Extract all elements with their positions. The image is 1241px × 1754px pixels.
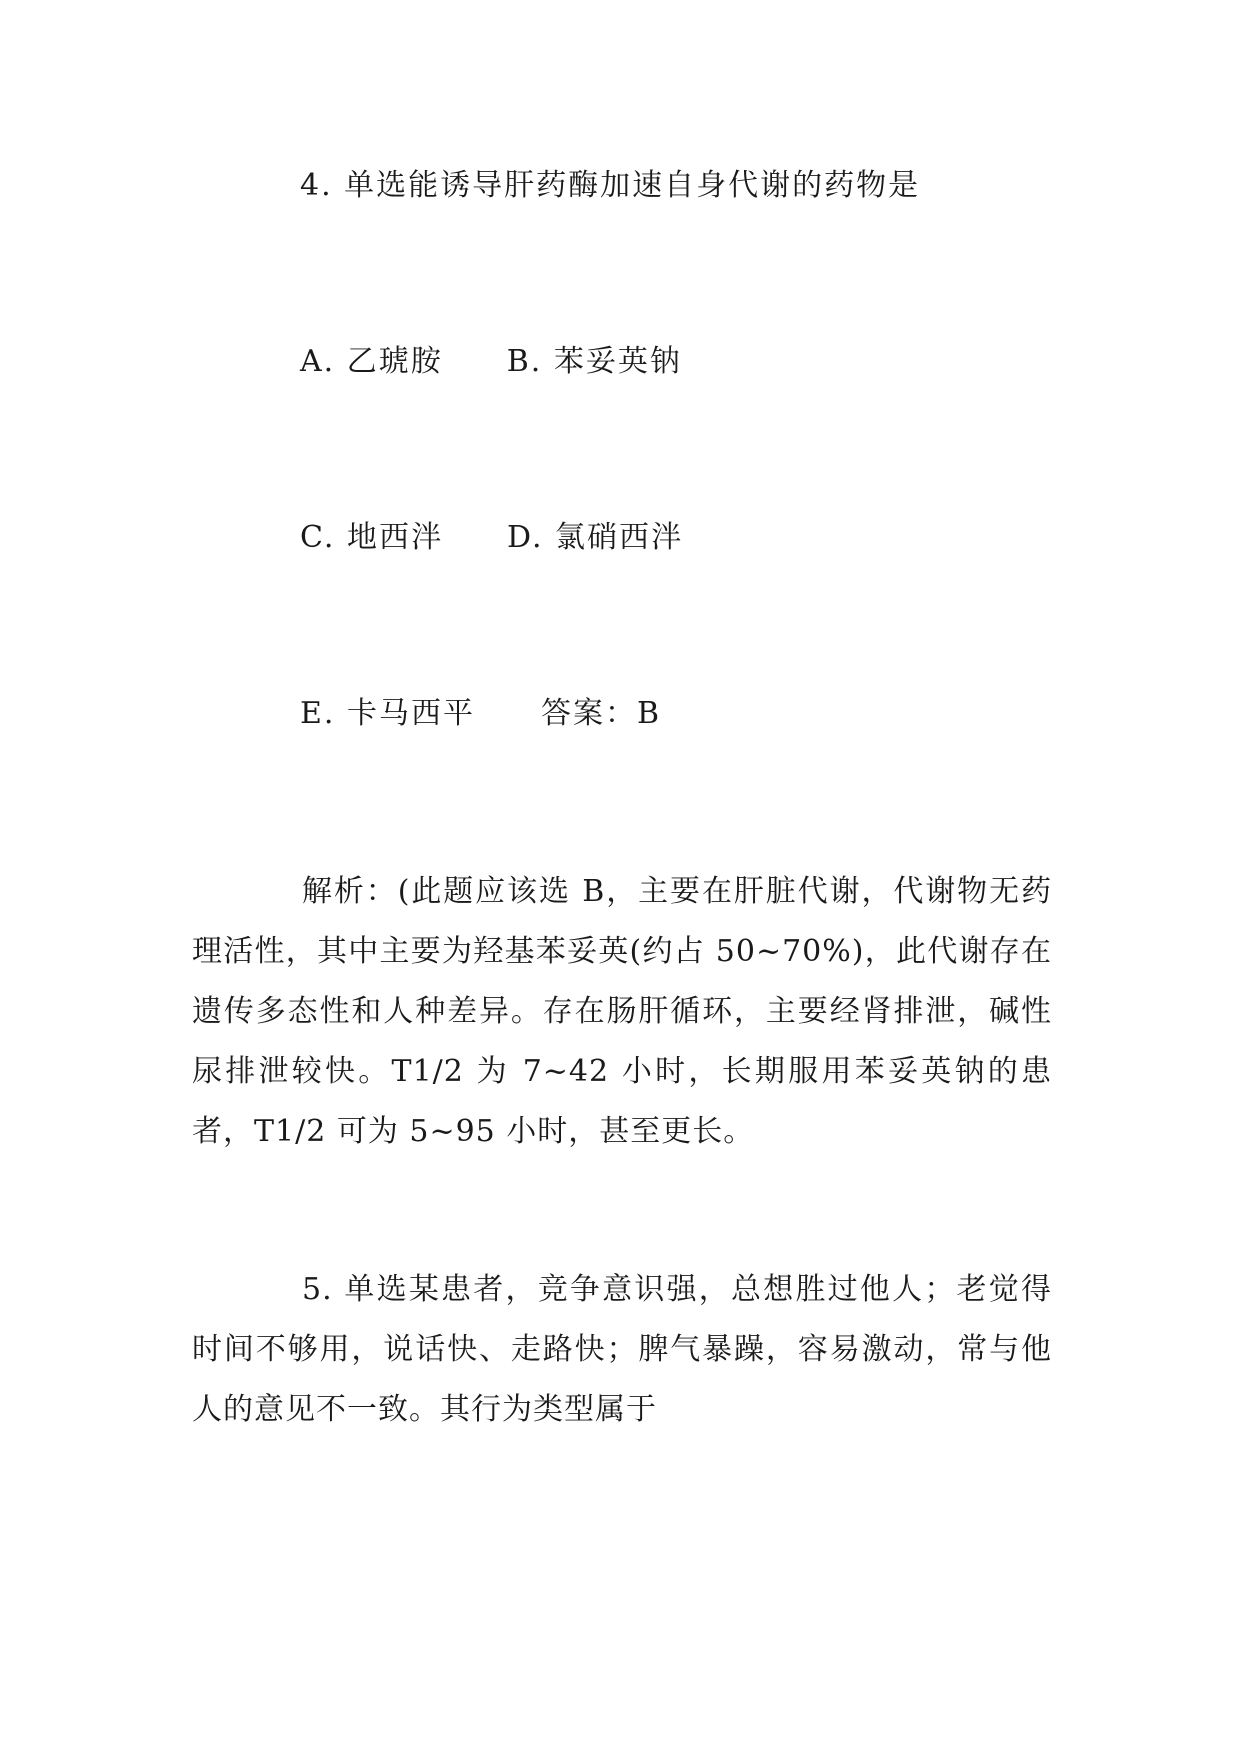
option-row-ab — [300, 342, 682, 382]
option-d: D. 氯硝西泮 — [506, 520, 684, 555]
option-row-cd — [300, 518, 683, 558]
option-e: E. 卡马西平 — [300, 696, 475, 731]
question-5-text: 5. 单选某患者，竞争意识强，总想胜过他人；老觉得时间不够用，说话快、走路快；脾气暴躁，容易激动，常与他人的意见不一致。其行为类型属于 — [192, 1272, 1052, 1427]
question-4-text: 4. 单选能诱导肝药酶加速自身代谢的药物是 — [300, 168, 921, 203]
option-c: C. 地西泮 — [300, 520, 443, 555]
option-b: B. 苯妥英钠 — [506, 344, 682, 379]
option-a: A. 乙琥胺 — [300, 344, 443, 379]
option-row-e-answer — [300, 694, 661, 734]
analysis-paragraph: 解析：(此题应该选 B，主要在肝脏代谢，代谢物无药理活性，其中主要为羟基苯妥英(约占 50~70%)，此代谢存在遗传多态性和人种差异。存在肠肝循环，主要经肾排泄，碱性尿排泄较快。T1/2 为 7~42 小时，长期服用苯妥英钠的患者，T1/2 可为 5~95 小时，甚至更长。 — [192, 874, 1052, 1149]
answer: 答案：B — [540, 696, 662, 731]
